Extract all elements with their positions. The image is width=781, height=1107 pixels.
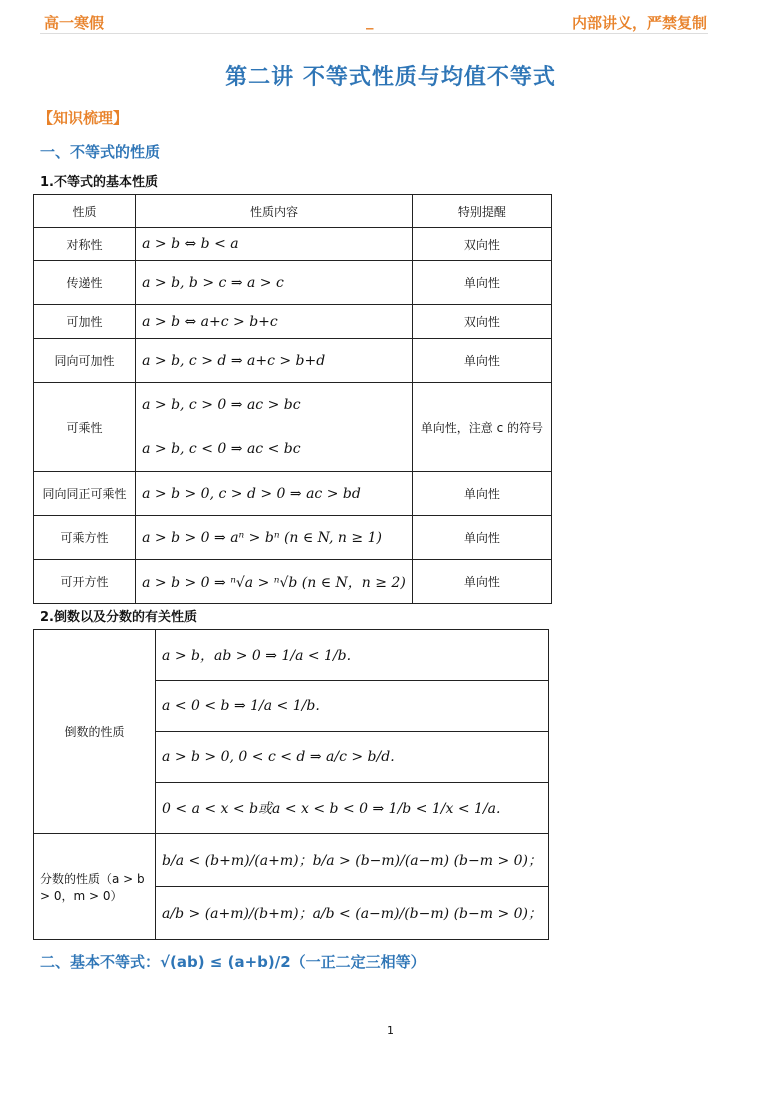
table-row	[34, 630, 549, 681]
table-row	[34, 516, 552, 560]
property-content: a > b > 0, c > d > 0 ⇒ ac > bd	[136, 472, 413, 516]
reciprocal-fraction-table	[33, 629, 549, 940]
property-note: 单向性	[412, 560, 551, 604]
property-note: 单向性	[412, 261, 551, 305]
property-note: 单向性	[412, 339, 551, 383]
property-name: 同向可加性	[34, 339, 136, 383]
header-left: 高一寒假	[44, 14, 105, 32]
header-right: 内部讲义，严禁复制	[571, 14, 707, 32]
page-title: 第二讲 不等式性质与均值不等式	[225, 65, 556, 90]
section-heading-1: 一、不等式的性质	[40, 143, 161, 161]
header-divider	[40, 33, 708, 34]
property-name: 可乘性	[34, 383, 136, 472]
property-note: 双向性	[412, 228, 551, 261]
property-content: a > b, c > d ⇒ a+c > b+d	[136, 339, 413, 383]
property-content: a > b, b > c ⇒ a > c	[136, 261, 413, 305]
fraction-property: a/b > (a+m)/(b+m)；a/b < (a−m)/(b−m) (b−m > 0)；	[156, 887, 549, 940]
table-row	[34, 560, 552, 604]
table-header: 特别提醒	[412, 195, 551, 228]
property-name: 可开方性	[34, 560, 136, 604]
table-row	[34, 228, 552, 261]
table-row	[34, 305, 552, 339]
property-name: 可加性	[34, 305, 136, 339]
property-note: 单向性	[412, 516, 551, 560]
property-content: a > b > 0 ⇒ aⁿ > bⁿ (n ∈ N, n ≥ 1)	[136, 516, 413, 560]
table-row	[34, 261, 552, 305]
table-row	[34, 383, 552, 472]
reciprocal-label: 倒数的性质	[34, 630, 156, 834]
table-header: 性质	[34, 195, 136, 228]
property-content: a > b, c < 0 ⇒ ac < bc	[142, 441, 301, 457]
table-header: 性质内容	[136, 195, 413, 228]
table-header-row	[34, 195, 552, 228]
subheading-1: 1.不等式的基本性质	[40, 175, 158, 190]
section-tag: 【知识梳理】	[38, 109, 129, 127]
property-content: a > b, c > 0 ⇒ ac > bc	[142, 397, 301, 413]
property-name: 传递性	[34, 261, 136, 305]
property-content: a > b ⇔ b < a	[136, 228, 413, 261]
reciprocal-property: 0 < a < x < b或a < x < b < 0 ⇒ 1/b < 1/x < 1/a.	[156, 783, 549, 834]
property-note: 单向性	[412, 472, 551, 516]
inequality-properties-table	[33, 194, 552, 604]
subheading-2: 2.倒数以及分数的有关性质	[40, 610, 197, 625]
fraction-property: b/a < (b+m)/(a+m)；b/a > (b−m)/(a−m) (b−m > 0)；	[156, 834, 549, 887]
page-number: 1	[387, 1024, 394, 1037]
property-name: 对称性	[34, 228, 136, 261]
header-mid: _	[366, 12, 374, 30]
section-heading-2: 二、基本不等式：√(ab) ≤ (a+b)/2（一正二定三相等）	[40, 953, 426, 971]
table-row	[34, 339, 552, 383]
property-content-multi	[136, 383, 413, 472]
property-note: 双向性	[412, 305, 551, 339]
table-row	[34, 834, 549, 887]
property-name: 可乘方性	[34, 516, 136, 560]
property-name: 同向同正可乘性	[34, 472, 136, 516]
property-note: 单向性，注意 c 的符号	[412, 383, 551, 472]
reciprocal-property: a > b > 0, 0 < c < d ⇒ a/c > b/d.	[156, 732, 549, 783]
reciprocal-property: a > b，ab > 0 ⇒ 1/a < 1/b.	[156, 630, 549, 681]
property-content: a > b > 0 ⇒ ⁿ√a > ⁿ√b (n ∈ N，n ≥ 2)	[136, 560, 413, 604]
reciprocal-property: a < 0 < b ⇒ 1/a < 1/b.	[156, 681, 549, 732]
table-row	[34, 472, 552, 516]
property-content: a > b ⇔ a+c > b+c	[136, 305, 413, 339]
fraction-label: 分数的性质（a > b > 0，m > 0）	[34, 834, 156, 940]
